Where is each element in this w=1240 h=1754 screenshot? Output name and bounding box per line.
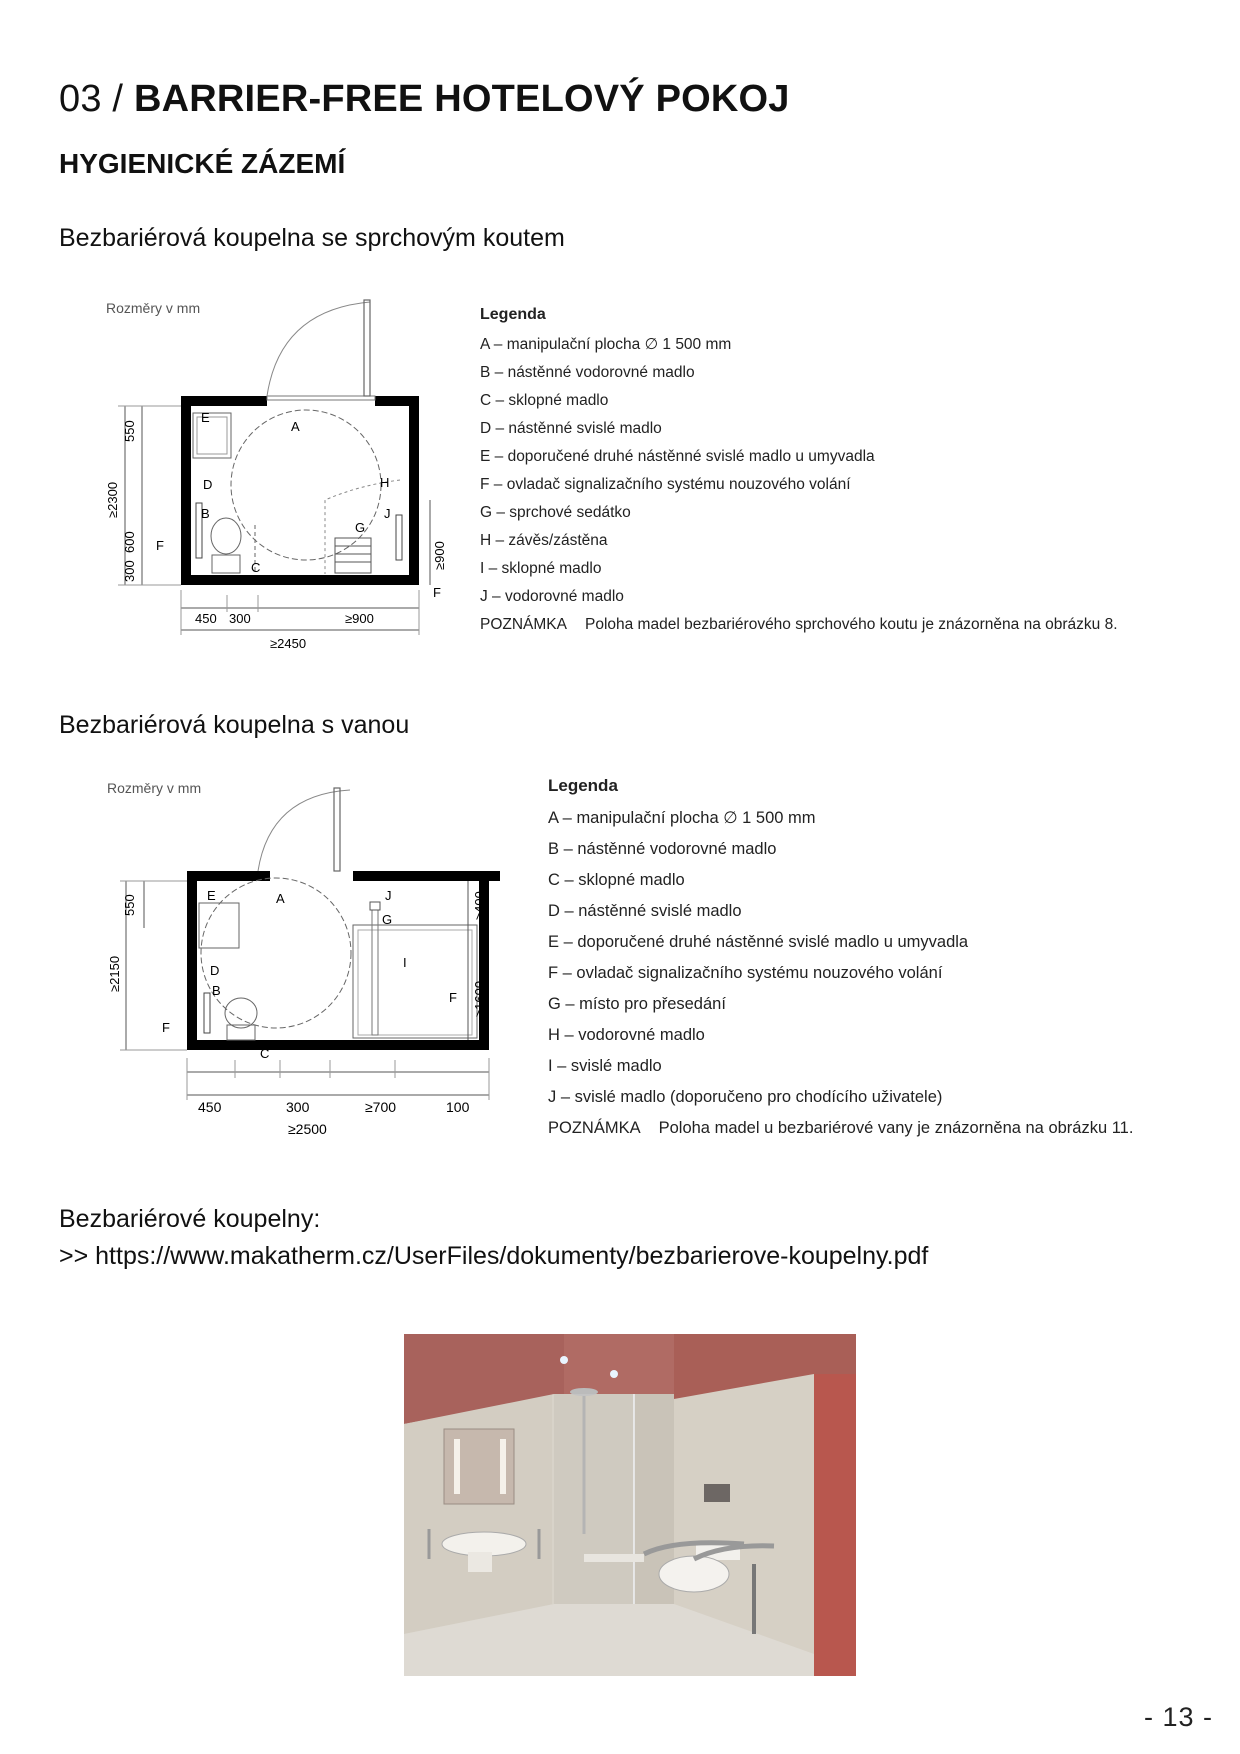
plan-label-g: G (355, 520, 366, 535)
legend-item: G – místo pro přesedání (548, 995, 726, 1013)
plan-label-f: F (162, 1020, 170, 1035)
plan-label-d: D (203, 477, 213, 492)
shower-legend (480, 306, 1118, 639)
plan-label-a: A (276, 891, 285, 906)
plan-label-g: G (382, 912, 393, 927)
legend-item: C – sklopné madlo (548, 871, 685, 889)
dim-900-vertical: ≥900 (432, 541, 447, 570)
note-key: POZNÁMKA (548, 1119, 641, 1137)
legend-item: A – manipulační plocha ∅ 1 500 mm (548, 809, 816, 827)
shower-bathroom-caption: Bezbariérová koupelna se sprchovým koutem (59, 224, 565, 252)
dim-400: ≥400 (472, 891, 487, 920)
plan-label-h: H (380, 475, 390, 490)
legend-title: Legenda (548, 776, 618, 795)
dim-2300: ≥2300 (105, 481, 120, 518)
plan-label-f2: F (449, 990, 457, 1005)
plan-label-j: J (385, 888, 392, 903)
legend-item: C – sklopné madlo (480, 392, 609, 409)
plan-label-f: F (156, 538, 164, 553)
legend-item: F – ovladač signalizačního systému nouzového volání (548, 964, 943, 982)
page-number: - 13 - (1143, 1702, 1213, 1732)
legend-title: Legenda (480, 306, 546, 323)
plan-label-b: B (212, 983, 221, 998)
bathtub-bathroom-plan (100, 770, 500, 1150)
bathroom-photo (404, 1334, 856, 1676)
plan-label-c: C (251, 560, 261, 575)
legend-item: I – svislé madlo (548, 1057, 662, 1075)
plan-label-b: B (201, 506, 210, 521)
dim-100: 100 (446, 1099, 470, 1115)
dim-900: ≥900 (345, 611, 374, 626)
legend-item: B – nástěnné vodorovné madlo (548, 840, 777, 858)
page-title (59, 78, 790, 121)
chapter-title: BARRIER-FREE HOTELOVÝ POKOJ (133, 78, 790, 120)
legend-item: J – svislé madlo (doporučeno pro chodícího uživatele) (548, 1088, 943, 1106)
plan-label-d: D (210, 963, 220, 978)
plan-label-j: J (384, 506, 391, 521)
units-label: Rozměry v mm (106, 300, 201, 316)
units-label: Rozměry v mm (107, 780, 202, 796)
chapter-number: 03 / (59, 78, 124, 120)
dim-550: 550 (122, 894, 137, 916)
legend-item: G – sprchové sedátko (480, 504, 631, 521)
dim-700: ≥700 (365, 1099, 397, 1115)
dim-550: 550 (122, 420, 137, 442)
legend-item: E – doporučené druhé nástěnné svislé madlo u umyvadla (480, 448, 875, 465)
plan-label-i: I (403, 955, 407, 970)
dim-300: 300 (286, 1099, 310, 1115)
legend-item: D – nástěnné svislé madlo (548, 902, 742, 920)
dim-1600: ≥1600 (472, 980, 487, 1017)
note-text: Poloha madel u bezbariérové vany je znázorněna na obrázku 11. (658, 1119, 1134, 1137)
dim-450: 450 (195, 611, 217, 626)
plan-label-c: C (260, 1046, 270, 1061)
bathtub-plan-drawing (100, 770, 500, 1150)
dim-2150: ≥2150 (107, 955, 122, 992)
links-label: Bezbariérové koupelny: (59, 1205, 321, 1233)
external-link[interactable]: >> https://www.makatherm.cz/UserFiles/dokumenty/bezbarierove-koupelny.pdf (59, 1242, 929, 1270)
legend-item: H – závěs/zástěna (480, 532, 608, 549)
legend-item: E – doporučené druhé nástěnné svislé madlo u umyvadla (548, 933, 969, 951)
note-text: Poloha madel bezbariérového sprchového koutu je znázorněna na obrázku 8. (584, 616, 1118, 633)
dim-600: 600 (122, 531, 137, 553)
note-key: POZNÁMKA (480, 616, 567, 633)
dim-300: 300 (229, 611, 251, 626)
legend-item: D – nástěnné svislé madlo (480, 420, 662, 437)
dim-2500: ≥2500 (288, 1121, 327, 1137)
legend-item: B – nástěnné vodorovné madlo (480, 364, 695, 381)
bathtub-legend (548, 776, 1133, 1144)
shower-plan-drawing (100, 290, 480, 670)
legend-item: F – ovladač signalizačního systému nouzového volání (480, 476, 851, 493)
plan-label-f2: F (433, 585, 441, 600)
section-subtitle: HYGIENICKÉ ZÁZEMÍ (59, 148, 346, 179)
legend-note (548, 1113, 1133, 1144)
legend-item: H – vodorovné madlo (548, 1026, 705, 1044)
dim-450: 450 (198, 1099, 222, 1115)
dim-2450: ≥2450 (270, 636, 307, 651)
plan-label-e: E (201, 410, 210, 425)
bathroom-render-illustration (404, 1334, 856, 1676)
legend-note (480, 611, 1118, 639)
legend-item: J – vodorovné madlo (480, 588, 624, 605)
plan-label-e: E (207, 888, 216, 903)
dim-300-vertical: 300 (122, 560, 137, 582)
legend-item: I – sklopné madlo (480, 560, 602, 577)
bathtub-bathroom-caption: Bezbariérová koupelna s vanou (59, 711, 410, 739)
plan-label-a: A (291, 419, 300, 434)
shower-bathroom-plan (100, 290, 480, 670)
legend-item: A – manipulační plocha ∅ 1 500 mm (480, 336, 732, 353)
